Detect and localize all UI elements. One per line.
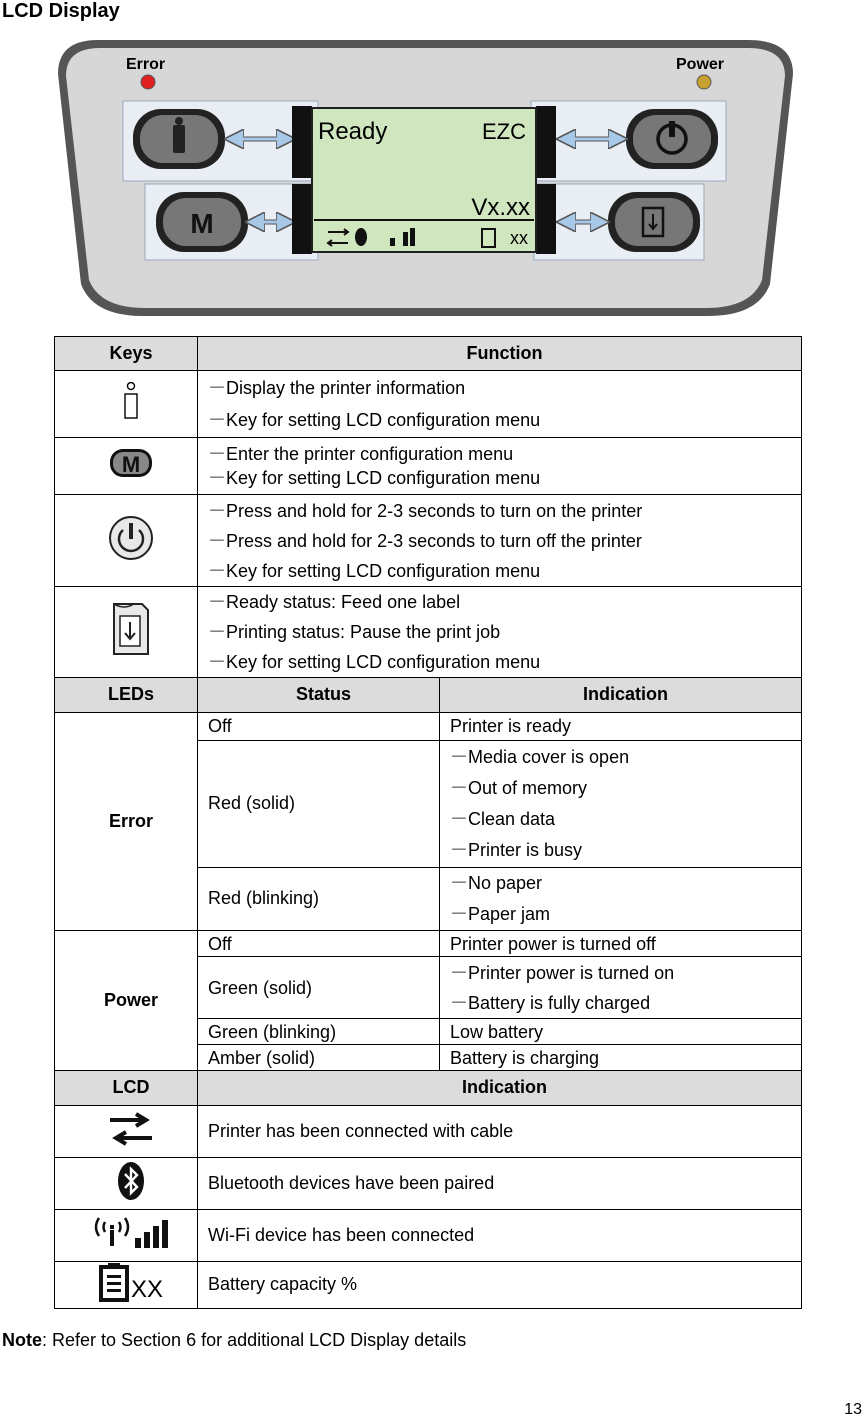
error-led bbox=[141, 75, 155, 89]
key-function-line: －Key for setting LCD configuration menu bbox=[208, 652, 541, 672]
lcd-status-text: Ready bbox=[318, 118, 388, 145]
led-status: Off bbox=[198, 713, 440, 741]
note-text: : Refer to Section 6 for additional LCD Display details bbox=[42, 1330, 467, 1350]
power-button[interactable] bbox=[626, 109, 718, 169]
error-led-cell: Error bbox=[55, 713, 198, 931]
key-function-line: －Press and hold for 2-3 seconds to turn off the printer bbox=[208, 530, 642, 551]
status-header: Status bbox=[198, 678, 440, 713]
page-title: LCD Display bbox=[2, 0, 120, 22]
info-button[interactable] bbox=[133, 109, 225, 169]
lcd-row bbox=[55, 1106, 802, 1158]
led-indication-line: Printer power is turned off bbox=[450, 933, 656, 954]
reference-table bbox=[54, 336, 802, 1309]
led-row bbox=[55, 713, 802, 741]
battery-icon-text: XX bbox=[130, 1276, 163, 1303]
battery-icon bbox=[99, 1262, 163, 1302]
note bbox=[2, 1330, 466, 1351]
lcd-mode-text: EZC bbox=[482, 119, 526, 144]
led-indication-line: －Printer power is turned on bbox=[450, 962, 675, 983]
menu-key-icon bbox=[109, 448, 153, 478]
svg-text:M: M bbox=[121, 452, 141, 478]
led-status: Red (solid) bbox=[198, 741, 440, 868]
key-function-line: －Key for setting LCD configuration menu bbox=[208, 560, 541, 581]
lcd-indication: Battery capacity % bbox=[198, 1262, 802, 1309]
leds-header: LEDs bbox=[55, 678, 198, 713]
led-indication-line: Battery is charging bbox=[450, 1047, 600, 1068]
led-status: Green (blinking) bbox=[198, 1019, 440, 1045]
key-row bbox=[55, 495, 802, 587]
wifi-signal-icon bbox=[91, 1216, 171, 1250]
cable-arrows-icon bbox=[108, 1112, 154, 1146]
key-function-line: －Press and hold for 2-3 seconds to turn on the printer bbox=[208, 500, 643, 521]
lcd-row bbox=[55, 1262, 802, 1309]
led-indication-line: －Media cover is open bbox=[450, 747, 630, 767]
bluetooth-icon bbox=[116, 1161, 146, 1201]
key-row bbox=[55, 371, 802, 438]
lcd-header: LCD bbox=[55, 1071, 198, 1106]
key-function-line: －Enter the printer configuration menu bbox=[208, 444, 514, 464]
led-status: Off bbox=[198, 931, 440, 957]
info-key-icon bbox=[121, 382, 141, 420]
error-led-label: Error bbox=[126, 56, 166, 73]
power-led-label: Power bbox=[676, 56, 725, 73]
key-function-line: －Printing status: Pause the print job bbox=[208, 622, 501, 642]
lcd-indication: Bluetooth devices have been paired bbox=[198, 1158, 802, 1210]
menu-button[interactable] bbox=[156, 192, 248, 252]
key-row bbox=[55, 587, 802, 678]
led-status: Red (blinking) bbox=[198, 868, 440, 931]
control-panel-illustration bbox=[48, 34, 802, 322]
led-status: Amber (solid) bbox=[198, 1045, 440, 1071]
lcd-indication-header: Indication bbox=[198, 1071, 802, 1106]
led-indication-line: －Out of memory bbox=[450, 778, 588, 798]
power-led bbox=[697, 75, 711, 89]
page-number: 13 bbox=[844, 1401, 862, 1418]
note-label: Note bbox=[2, 1330, 42, 1350]
power-led-cell: Power bbox=[55, 931, 198, 1071]
led-indication-line: －No paper bbox=[450, 873, 543, 893]
led-indication-line: －Paper jam bbox=[450, 904, 551, 924]
led-status: Green (solid) bbox=[198, 957, 440, 1019]
led-indication-line: －Clean data bbox=[450, 809, 556, 829]
feed-button[interactable] bbox=[608, 192, 700, 252]
lcd-row bbox=[55, 1158, 802, 1210]
key-row bbox=[55, 438, 802, 495]
led-row bbox=[55, 931, 802, 957]
indication-header: Indication bbox=[440, 678, 802, 713]
lcd-version-text: Vx.xx bbox=[471, 194, 530, 221]
feed-key-icon bbox=[110, 598, 152, 660]
lcd-row bbox=[55, 1210, 802, 1262]
led-indication-line: Printer is ready bbox=[450, 715, 572, 736]
lcd-indication: Wi-Fi device has been connected bbox=[198, 1210, 802, 1262]
svg-text:M: M bbox=[190, 208, 214, 239]
led-indication-line: －Battery is fully charged bbox=[450, 992, 651, 1013]
power-key-icon bbox=[107, 514, 155, 562]
lcd-battery-text: xx bbox=[510, 228, 528, 248]
key-function-line: －Key for setting LCD configuration menu bbox=[208, 410, 541, 430]
lcd-indication: Printer has been connected with cable bbox=[198, 1106, 802, 1158]
keys-header: Keys bbox=[55, 337, 198, 371]
key-function-line: －Ready status: Feed one label bbox=[208, 592, 461, 612]
led-indication-line: －Printer is busy bbox=[450, 840, 583, 860]
key-function-line: －Display the printer information bbox=[208, 378, 466, 398]
led-indication-line: Low battery bbox=[450, 1021, 544, 1042]
function-header: Function bbox=[198, 337, 802, 371]
key-function-line: －Key for setting LCD configuration menu bbox=[208, 468, 541, 488]
